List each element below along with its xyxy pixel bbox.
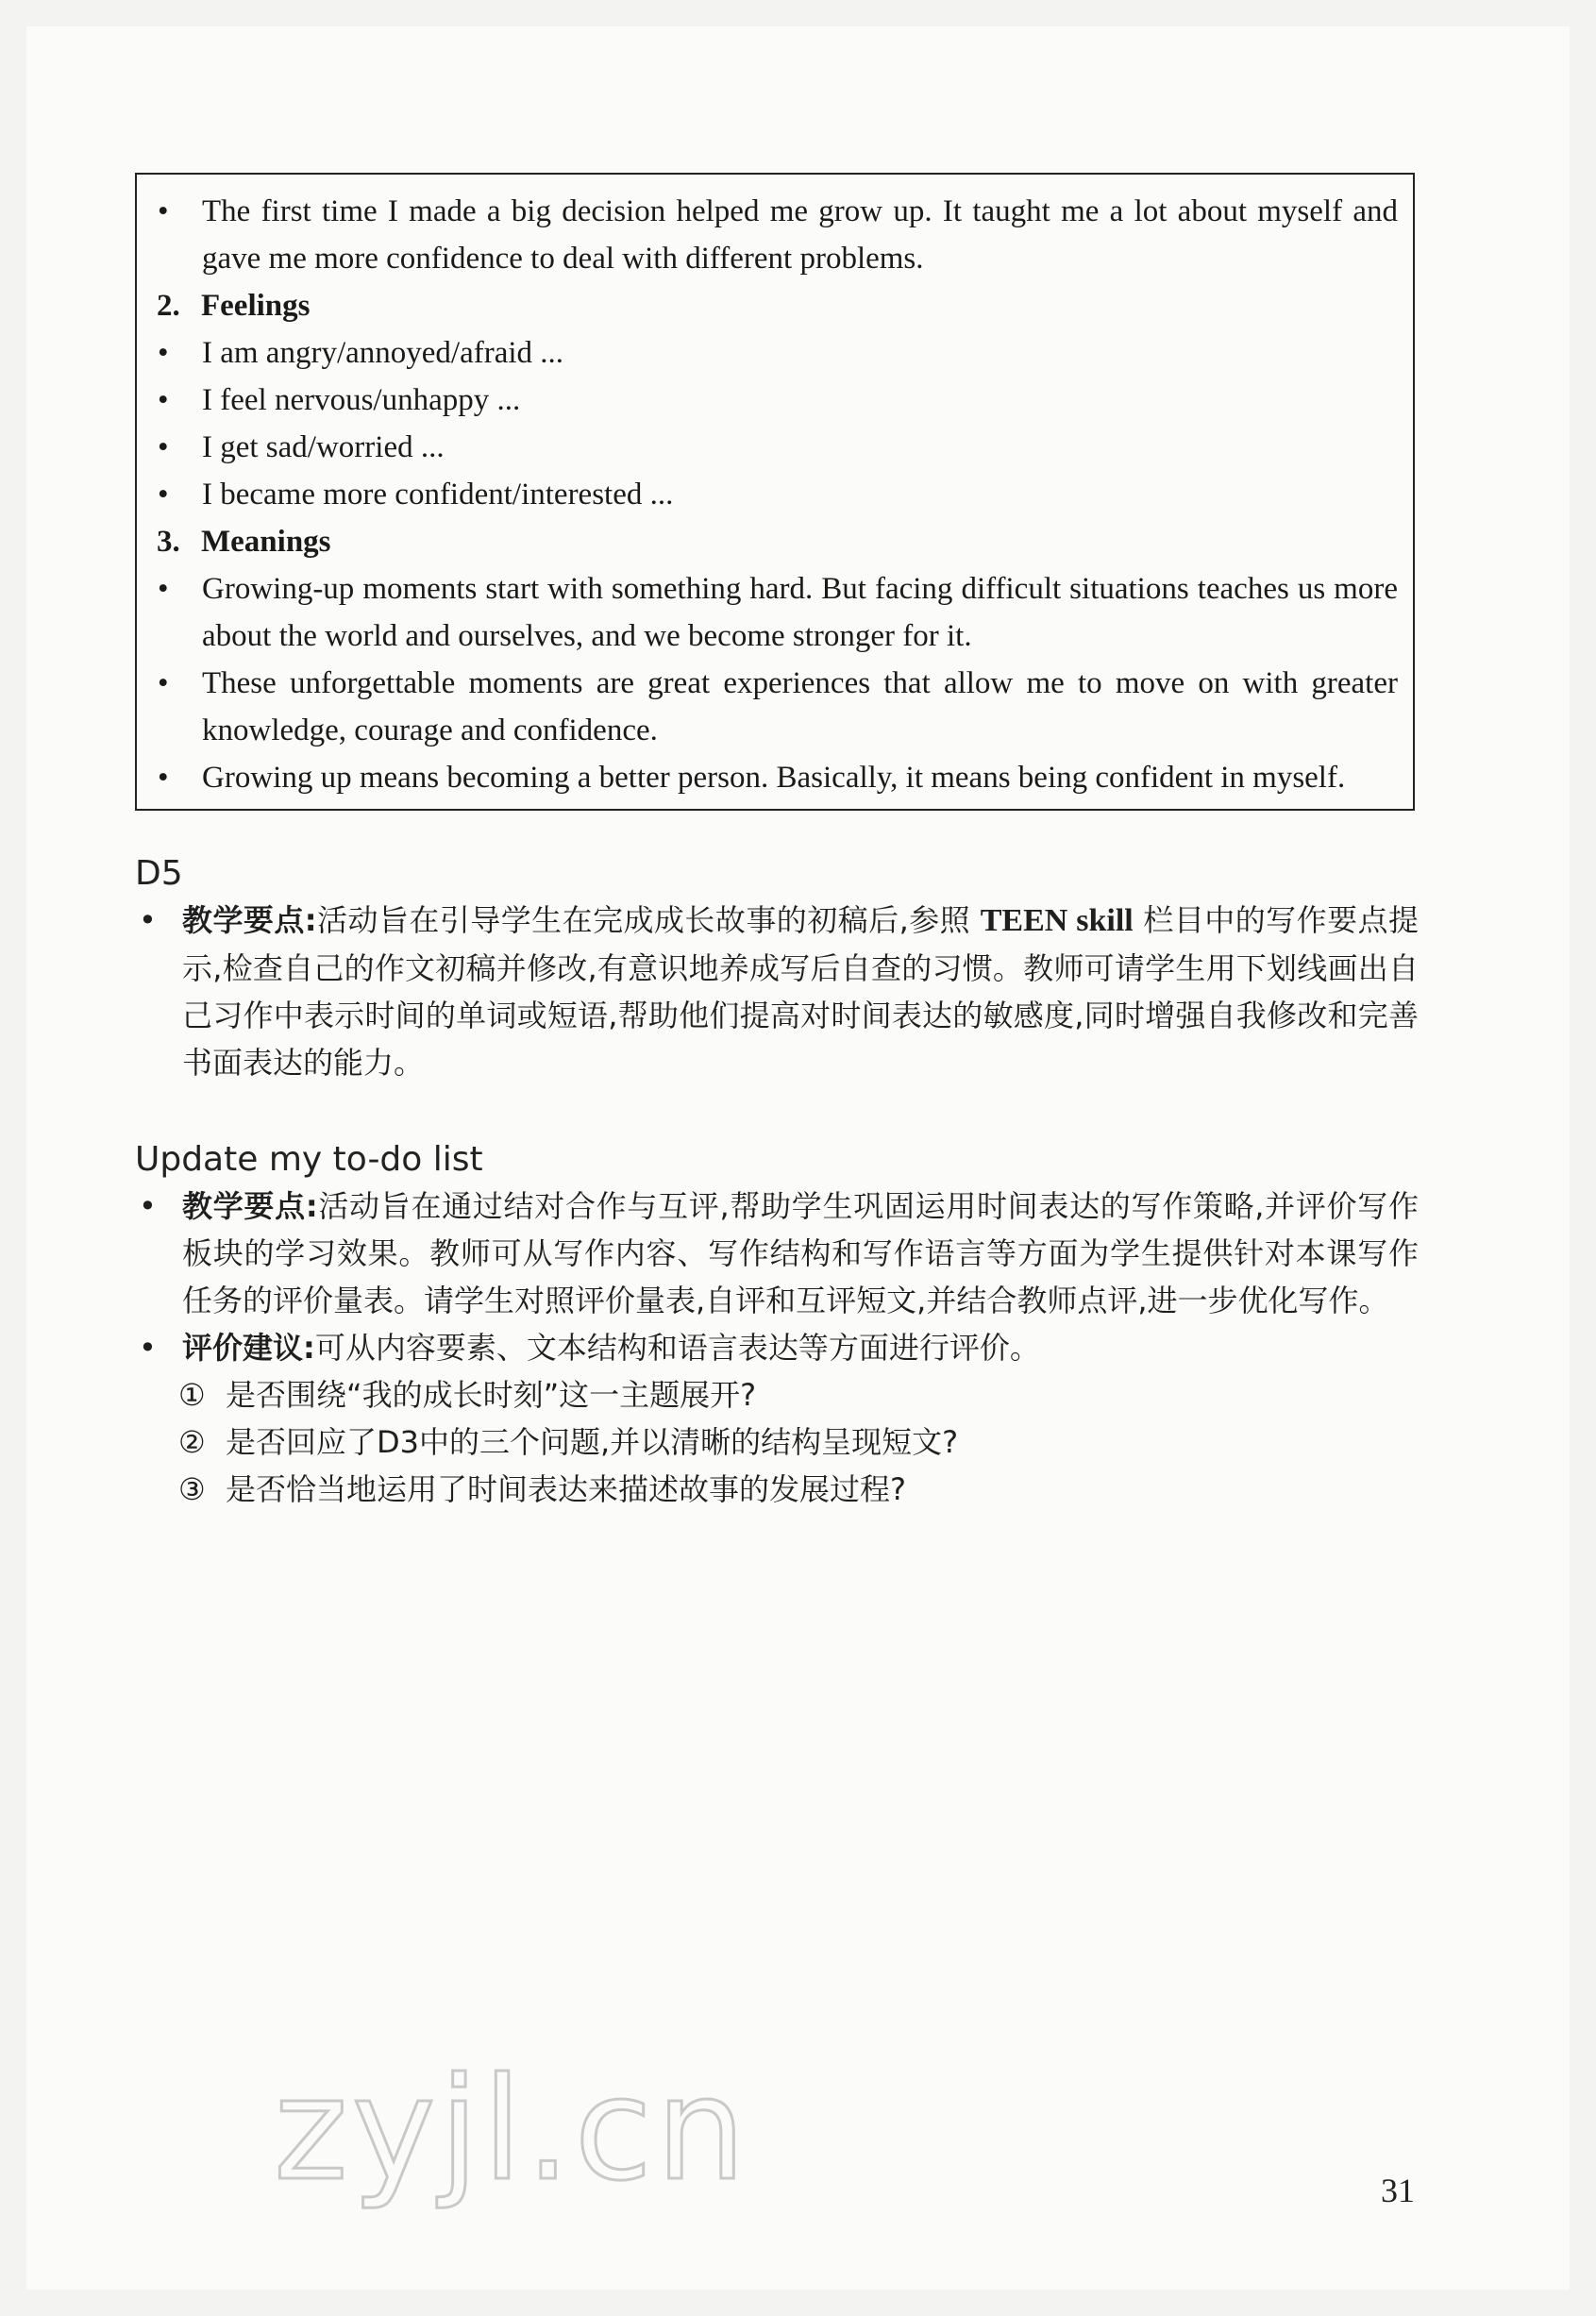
box-bullet xyxy=(153,329,1398,377)
bullet-text: I became more confident/interested ... xyxy=(202,478,674,512)
bullet-dot: • xyxy=(158,194,169,228)
bullet-dot: • xyxy=(158,383,169,417)
heading-text: Meanings xyxy=(201,525,331,559)
eval-item-text: 是否围绕“我的成长时刻”这一主题展开? xyxy=(226,1377,757,1413)
todo-label: 教学要点: xyxy=(182,1188,318,1224)
eval-item-text: 是否恰当地运用了时间表达来描述故事的发展过程? xyxy=(226,1471,906,1507)
eval-text-body: 可从内容要素、文本结构和语言表达等方面进行评价。 xyxy=(314,1330,1040,1366)
bullet-text: Growing up means becoming a better person. Basically, it means being confident in myself. xyxy=(202,761,1346,795)
bullet-dot: • xyxy=(158,572,169,606)
todo-bullet xyxy=(135,1324,1419,1371)
bullet-dot: • xyxy=(158,430,169,464)
bullet-text: I feel nervous/unhappy ... xyxy=(202,383,521,417)
box-bullet xyxy=(153,660,1398,754)
section-title-d5: D5 xyxy=(135,854,183,893)
box-bullet xyxy=(153,565,1398,660)
heading-number: 3. xyxy=(157,525,180,559)
box-heading xyxy=(153,282,1398,329)
bullet-dot: • xyxy=(158,336,169,370)
bullet-dot: • xyxy=(158,761,169,795)
watermark: zyjl.cn xyxy=(274,2048,750,2212)
bullet-text: I am angry/annoyed/afraid ... xyxy=(202,336,564,370)
bullet-text: Growing-up moments start with something hard. But facing difficult situations teaches us more about the world and ourselves, and we become stronger for it. xyxy=(202,572,1398,653)
eval-item xyxy=(135,1418,1419,1466)
box-bullet xyxy=(153,754,1398,801)
page-number: 31 xyxy=(1381,2172,1415,2209)
bullet-dot: • xyxy=(139,902,157,938)
bullet-text: These unforgettable moments are great experiences that allow me to move on with greater knowledge, courage and confidence. xyxy=(202,666,1398,747)
eval-item xyxy=(135,1466,1419,1513)
d5-text-b: 栏目中的写作要点提示,检查自己的作文初稿并修改,有意识地养成写后自查的习惯。教师可请学生用下划线画出自己习作中表示时间的单词或短语,帮助他们提高对时间表达的敏感度,同时增强自我修改和完善书面表达的能力。 xyxy=(182,902,1419,1081)
eval-item-text: 是否回应了D3中的三个问题,并以清晰的结构呈现短文? xyxy=(226,1424,959,1460)
bullet-dot: • xyxy=(139,1188,157,1224)
heading-text: Feelings xyxy=(201,289,311,323)
box-bullet xyxy=(153,424,1398,471)
bullet-text: I get sad/worried ... xyxy=(202,430,445,464)
box-heading xyxy=(153,518,1398,565)
todo-body xyxy=(135,1183,1419,1513)
todo-text xyxy=(182,1183,1419,1324)
bullet-text: The first time I made a big decision helped me grow up. It taught me a lot about myself and gave me more confidence to deal with different problems. xyxy=(202,194,1398,276)
box-bullet xyxy=(153,188,1398,282)
d5-body xyxy=(135,897,1419,1086)
d5-bullet xyxy=(135,897,1419,1086)
circled-number: ② xyxy=(178,1424,206,1460)
bullet-dot: • xyxy=(158,478,169,512)
d5-text-a: 活动旨在引导学生在完成成长故事的初稿后,参照 xyxy=(316,902,971,938)
phrase-box xyxy=(135,173,1415,811)
bullet-dot: • xyxy=(158,666,169,700)
circled-number: ③ xyxy=(178,1471,206,1507)
todo-bullet xyxy=(135,1183,1419,1324)
eval-item xyxy=(135,1371,1419,1418)
eval-text xyxy=(182,1324,1419,1371)
section-title-todo: Update my to-do list xyxy=(135,1140,483,1179)
eval-label: 评价建议: xyxy=(182,1330,315,1366)
box-bullet xyxy=(153,377,1398,424)
todo-text-1: 活动旨在通过结对合作与互评,帮助学生巩固运用时间表达的写作策略,并评价写作板块的学习效果。教师可从写作内容、写作结构和写作语言等方面为学生提供针对本课写作任务的评价量表。请学生对照评价量表,自评和互评短文,并结合教师点评,进一步优化写作。 xyxy=(182,1188,1419,1318)
d5-label: 教学要点: xyxy=(182,902,317,938)
d5-text xyxy=(182,897,1419,1086)
bullet-dot: • xyxy=(139,1330,157,1366)
heading-number: 2. xyxy=(157,289,180,323)
teen-skill: TEEN skill xyxy=(980,903,1134,938)
circled-number: ① xyxy=(178,1377,206,1413)
box-bullet xyxy=(153,471,1398,518)
